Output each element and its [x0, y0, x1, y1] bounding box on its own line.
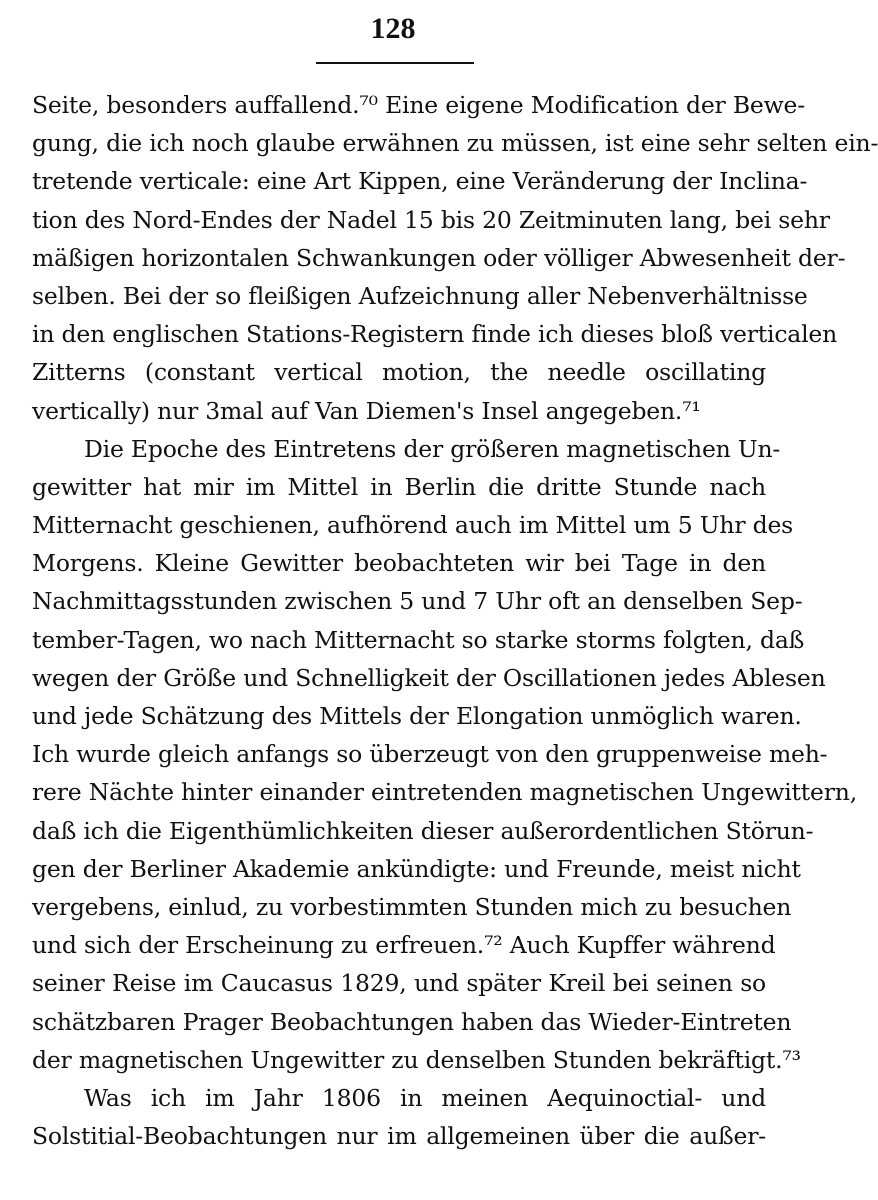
text-line: gen der Berliner Akademie ankündigte: und Freunde, meist nicht — [32, 854, 801, 883]
text-line: schätzbaren Prager Beobachtungen haben das Wieder-Eintreten — [32, 1007, 792, 1036]
body-text — [32, 86, 878, 1155]
text-line: gewitter hat mir im Mittel in Berlin die dritte Stunde nach — [32, 472, 766, 501]
text-line: vergebens, einlud, zu vorbestimmten Stunden mich zu besuchen — [32, 892, 792, 921]
text-line: Solstitial-Beobachtungen nur im allgemeinen über die außer- — [32, 1122, 766, 1151]
text-line: selben. Bei der so fleißigen Aufzeichnung aller Nebenverhältnisse — [32, 281, 808, 310]
text-line: Seite, besonders auffallend.⁷⁰ Eine eigene Modification der Bewe- — [32, 91, 805, 119]
text-line: tretende verticale: eine Art Kippen, eine Veränderung der Inclina- — [32, 167, 808, 196]
text-line: Zitterns (constant vertical motion, the needle oscillating — [32, 358, 766, 387]
text-line: und sich der Erscheinung zu erfreuen.⁷² Auch Kupffer während — [32, 931, 776, 960]
text-line: tion des Nord-Endes der Nadel 15 bis 20 Zeitminuten lang, bei sehr — [32, 205, 830, 234]
text-line: Morgens. Kleine Gewitter beobachteten wir bei Tage in den — [32, 549, 766, 578]
header-rule — [316, 62, 474, 64]
page-number: 128 — [370, 12, 416, 45]
text-line: tember-Tagen, wo nach Mitternacht so starke storms folgten, daß — [32, 625, 805, 654]
text-line: wegen der Größe und Schnelligkeit der Oscillationen jedes Ablesen — [32, 663, 826, 692]
text-line: mäßigen horizontalen Schwankungen oder völliger Abwesenheit der- — [32, 243, 846, 272]
text-line: Nachmittagsstunden zwischen 5 und 7 Uhr oft an denselben Sep- — [32, 587, 803, 616]
text-line: und jede Schätzung des Mittels der Elongation unmöglich waren. — [32, 702, 802, 730]
text-line: gung, die ich noch glaube erwähnen zu müssen, ist eine sehr selten ein- — [32, 129, 878, 158]
text-line: Was ich im Jahr 1806 in meinen Aequinoctial- und — [84, 1083, 766, 1112]
text-line: Mitternacht geschienen, aufhörend auch im Mittel um 5 Uhr des — [32, 511, 794, 540]
text-line: in den englischen Stations-Registern finde ich dieses bloß verticalen — [32, 320, 838, 349]
text-line: der magnetischen Ungewitter zu denselben Stunden bekräftigt.⁷³ — [32, 1045, 801, 1074]
text-line: seiner Reise im Caucasus 1829, und später Kreil bei seinen so — [32, 969, 766, 998]
text-line: Ich wurde gleich anfangs so überzeugt von den gruppenweise meh- — [32, 740, 828, 769]
text-line: rere Nächte hinter einander eintretenden magnetischen Ungewittern, — [32, 778, 857, 807]
text-line: daß ich die Eigenthümlichkeiten dieser außerordentlichen Störun- — [32, 816, 814, 845]
text-line: vertically) nur 3mal auf Van Diemen's Insel angegeben.⁷¹ — [32, 396, 701, 425]
text-line: Die Epoche des Eintretens der größeren magnetischen Un- — [84, 434, 781, 463]
